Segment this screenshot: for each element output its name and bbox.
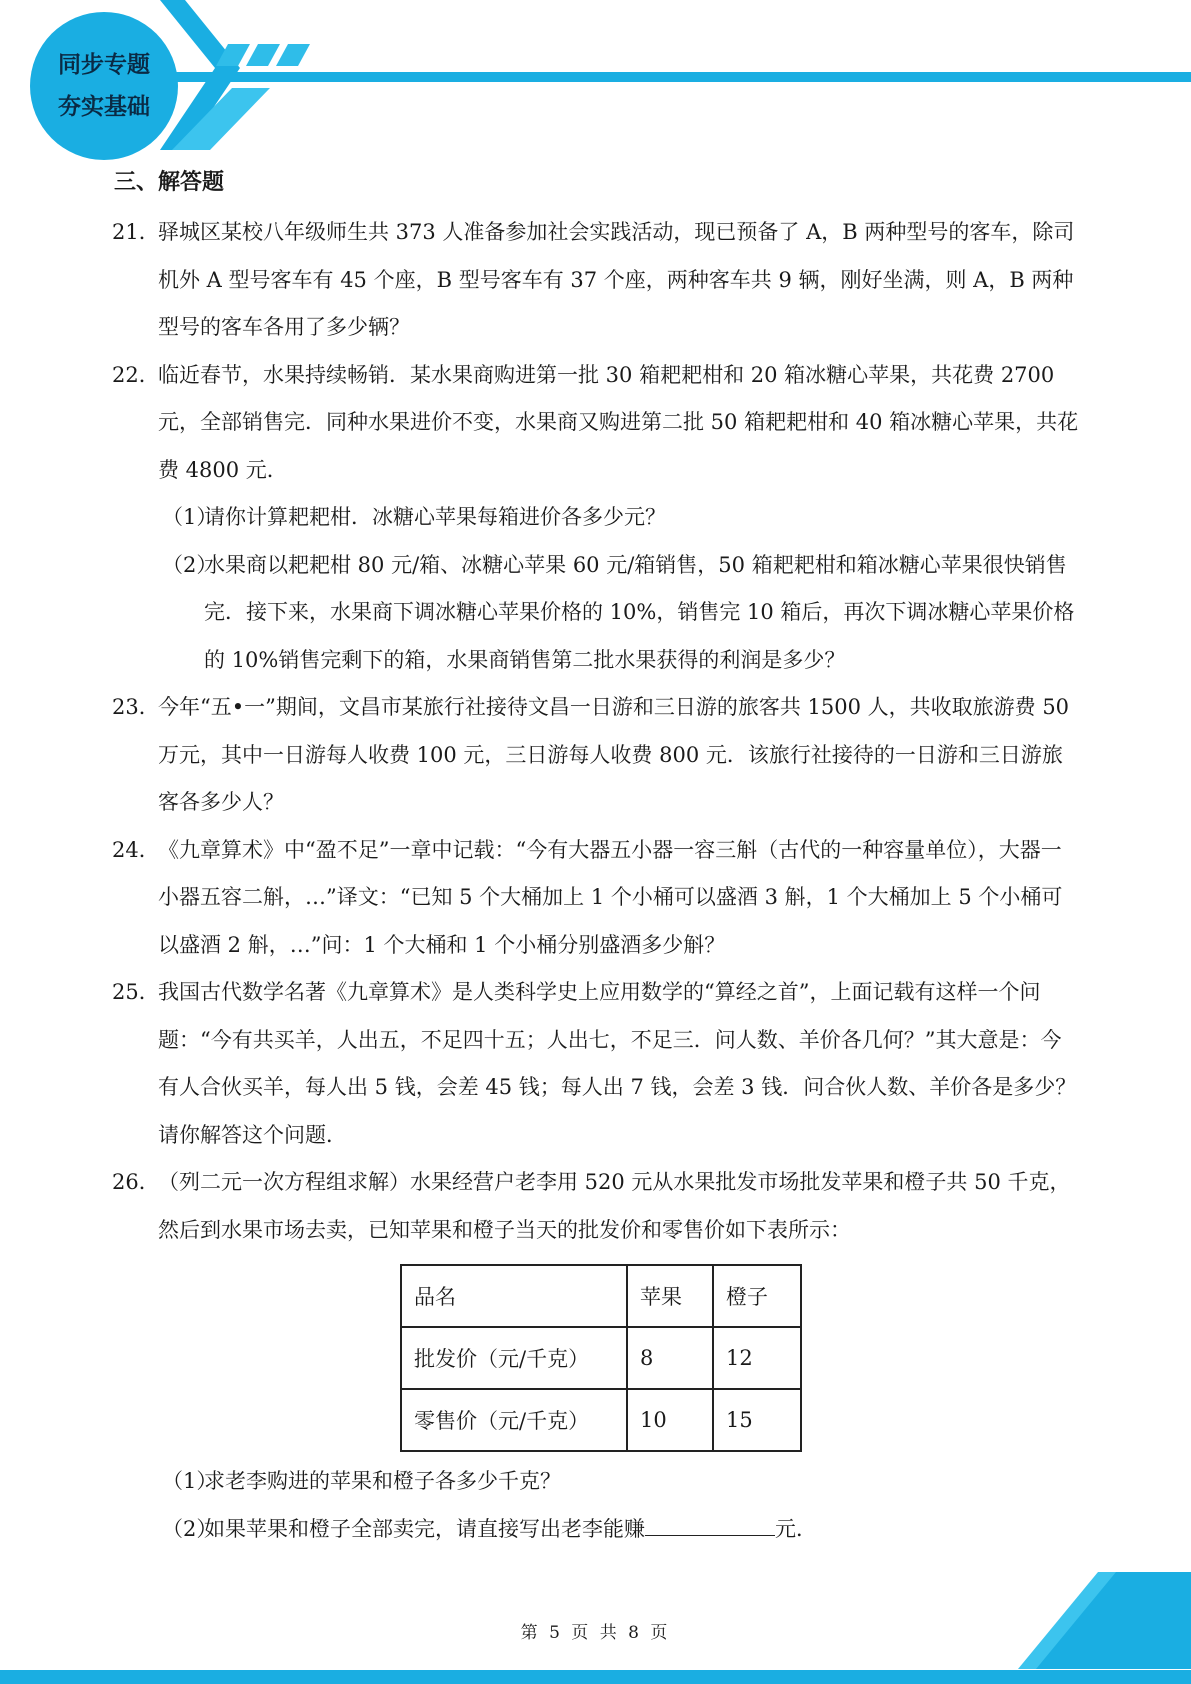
part-number: （2） <box>162 552 218 577</box>
table-cell: 10 <box>627 1389 713 1451</box>
part-text-before-blank: 如果苹果和橙子全部卖完，请直接写出老李能赚 <box>204 1516 645 1541</box>
table-header-row <box>401 1265 801 1327</box>
question-22-part-2 <box>162 542 1080 685</box>
question-number: 22． <box>112 362 160 387</box>
table-cell: 批发价（元/千克） <box>401 1327 627 1389</box>
table-cell: 15 <box>713 1389 801 1451</box>
question-26-part-2 <box>162 1506 1080 1554</box>
question-text: 今年“五•一”期间，文昌市某旅行社接待文昌一日游和三日游的旅客共 1500 人，共收取旅游费 50 万元，其中一日游每人收费 100 元，三日游每人收费 800 元．该旅行社接待的一日游和三日游旅客各多少人？ <box>158 695 1070 814</box>
question-text: 驿城区某校八年级师生共 373 人准备参加社会实践活动，现已预备了 A，B 两种型号的客车，除司机外 A 型号客车有 45 个座，B 型号客车有 37 个座，两种客车共 9 辆，刚好坐满，则 A，B 两种型号的客车各用了多少辆？ <box>158 220 1075 339</box>
part-number: （1） <box>162 505 218 529</box>
question-23 <box>112 684 1080 827</box>
badge-line-2: 夯实基础 <box>58 94 150 120</box>
header-stripe-2 <box>246 44 280 66</box>
table-cell: 零售价（元/千克） <box>401 1389 627 1451</box>
question-text: 我国古代数学名著《九章算术》是人类科学史上应用数学的“算经之首”，上面记载有这样一个问题：“今有共买羊，人出五，不足四十五；人出七，不足三．问人数、羊价各几何？”其大意是：今有人合伙买羊，每人出 5 钱，会差 45 钱；每人出 7 钱，会差 3 钱．问合伙人数、羊价各是多少？请你解答这个问题． <box>158 980 1077 1147</box>
header-top-band <box>160 72 1191 82</box>
answer-blank[interactable] <box>645 1511 775 1536</box>
question-number: 21． <box>112 220 160 244</box>
part-text: 水果商以耙耙柑 80 元/箱、冰糖心苹果 60 元/箱销售，50 箱耙耙柑和箱冰糖心苹果很快销售完．接下来，水果商下调冰糖心苹果价格的 10%，销售完 10 箱后，再次下调冰糖心苹果价格的 10%销售完剩下的箱，水果商销售第二批水果获得的利润是多少？ <box>204 552 1075 672</box>
question-text: （列二元一次方程组求解）水果经营户老李用 520 元从水果批发市场批发苹果和橙子共 50 千克，然后到水果市场去卖，已知苹果和橙子当天的批发价和零售价如下表所示： <box>158 1170 1071 1242</box>
question-text: 临近春节，水果持续畅销．某水果商购进第一批 30 箱耙耙柑和 20 箱冰糖心苹果，共花费 2700 元，全部销售完．同种水果进价不变，水果商又购进第二批 50 箱耙耙柑和 40 箱冰糖心苹果，共花费 4800 元． <box>158 362 1079 482</box>
question-number: 25． <box>112 980 160 1004</box>
question-22-part-1 <box>162 494 1080 542</box>
question-21 <box>112 209 1080 352</box>
part-text <box>204 1506 1080 1554</box>
question-25 <box>112 969 1080 1159</box>
table-header-cell: 苹果 <box>627 1265 713 1327</box>
question-text: 《九章算术》中“盈不足”一章中记载：“今有大器五小器一容三斛（古代的一种容量单位），大器一小器五容二斛，…”译文：“已知 5 个大桶加上 1 个小桶可以盛酒 3 斛，1 个大桶加上 5 个小桶可以盛酒 2 斛，…”问：1 个大桶和 1 个小桶分别盛酒多少斛？ <box>158 837 1063 957</box>
part-number: （2） <box>162 1516 218 1541</box>
question-26-part-1 <box>162 1458 1080 1506</box>
question-24 <box>112 827 1080 970</box>
question-number: 26． <box>112 1170 160 1194</box>
badge-line-1: 同步专题 <box>58 52 150 78</box>
table-header-cell: 品名 <box>401 1265 627 1327</box>
series-badge <box>30 12 178 160</box>
part-text: 请你计算耙耙柑．冰糖心苹果每箱进价各多少元？ <box>204 505 666 529</box>
question-number: 23． <box>112 695 160 719</box>
table-cell: 8 <box>627 1327 713 1389</box>
question-26 <box>112 1159 1080 1254</box>
table-cell: 12 <box>713 1327 801 1389</box>
question-22 <box>112 352 1080 495</box>
table-row <box>401 1327 801 1389</box>
document-body <box>112 165 1080 1553</box>
price-table <box>400 1264 802 1452</box>
section-title: 三、解答题 <box>114 169 225 195</box>
footer-band <box>0 1670 1191 1684</box>
question-number: 24． <box>112 837 160 862</box>
part-text: 求老李购进的苹果和橙子各多少千克？ <box>204 1469 561 1493</box>
table-header-cell: 橙子 <box>713 1265 801 1327</box>
header-decoration <box>0 0 1191 150</box>
table-row <box>401 1389 801 1451</box>
part-text-after-blank: 元． <box>775 1516 817 1541</box>
header-stripe-3 <box>276 44 310 66</box>
part-number: （1） <box>162 1469 218 1493</box>
page-number: 第 5 页 共 8 页 <box>520 1623 671 1643</box>
